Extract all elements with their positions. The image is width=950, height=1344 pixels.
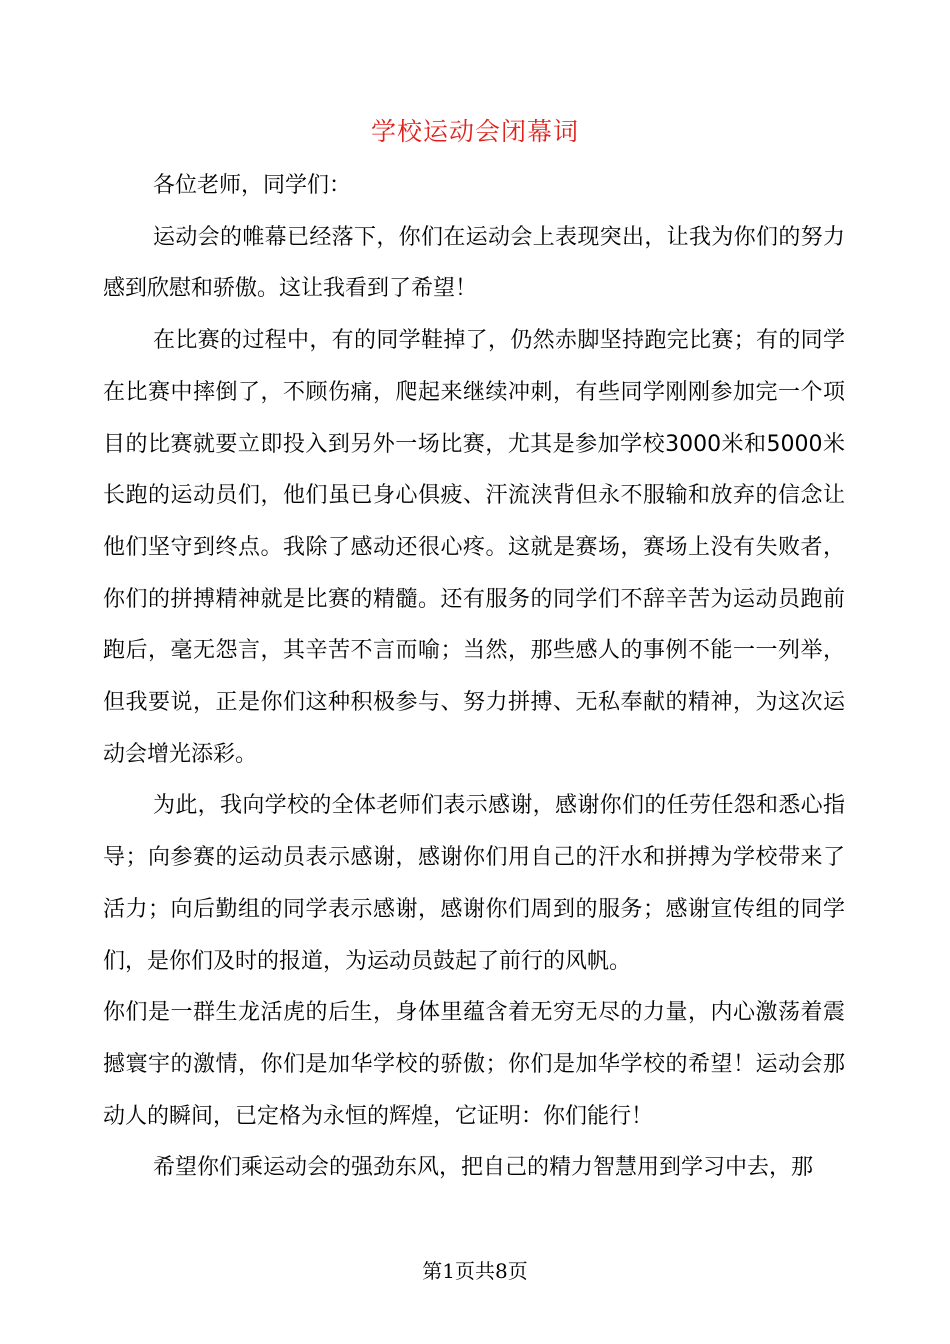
hope-paragraph: 希望你们乘运动会的强劲东风，把自己的精力智慧用到学习中去，那	[153, 1155, 814, 1181]
competition-paragraph: 在比赛的过程中，有的同学鞋掉了，仍然赤脚坚持跑完比赛；有的同学在比赛中摔倒了，不顾伤痛，爬起来继续冲刺，有些同学刚刚参加完一个项目的比赛就要立即投入到另外一场比赛，尤其是参加学校3000米和5000米长跑的运动员们，他们虽已身心俱疲、汗流浃背但永不服输和放弃的信念让他们坚守到终点。我除了感动还很心疼。这就是赛场，赛场上没有失败者，你们的拼搏精神就是比赛的精髓。还有服务的同学们不辞辛苦为运动员跑前跑后，毫无怨言，其辛苦不言而喻；当然，那些感人的事例不能一一列举，但我要说，正是你们这种积极参与、努力拼搏、无私奉献的精神，为这次运动会增光添彩。	[103, 328, 845, 767]
page-footer: 第1页共8页	[422, 1259, 528, 1283]
praise-paragraph: 你们是一群生龙活虎的后生，身体里蕴含着无穷无尽的力量，内心激荡着震撼寰宇的激情，你们是加华学校的骄傲；你们是加华学校的希望！运动会那动人的瞬间，已定格为永恒的辉煌，它证明：你们能行！	[103, 1000, 845, 1129]
document-body	[103, 160, 845, 1194]
opening-paragraph: 运动会的帷幕已经落下，你们在运动会上表现突出，让我为你们的努力感到欣慰和骄傲。这让我看到了希望！	[103, 224, 845, 302]
thanks-paragraph: 为此，我向学校的全体老师们表示感谢，感谢你们的任劳任怨和悉心指导；向参赛的运动员表示感谢，感谢你们用自己的汗水和拼搏为学校带来了活力；向后勤组的同学表示感谢，感谢你们周到的服务；感谢宣传组的同学们，是你们及时的报道，为运动员鼓起了前行的风帆。	[103, 793, 845, 974]
salutation-paragraph: 各位老师，同学们：	[153, 173, 352, 198]
document-title: 学校运动会闭幕词	[370, 117, 579, 146]
